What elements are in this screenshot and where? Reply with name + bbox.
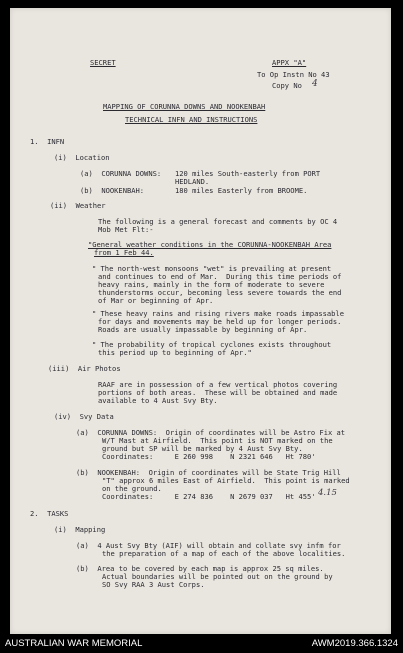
archive-footer <box>0 634 403 653</box>
document-title: MAPPING OF CORUNNA DOWNS AND NOOKENBAH <box>103 102 266 111</box>
subsection-svy-data: (iv) Svy Data <box>54 412 114 421</box>
mapping-b-l3: SO Svy RAA 3 Aust Corps. <box>102 580 205 589</box>
weather-paragraph-1: " The north-west monsoons "wet" is prevailing at present <box>92 264 332 273</box>
handwritten-height-note: 4.15 <box>318 488 337 498</box>
location-a-text-cont: HEDLAND. <box>175 177 210 186</box>
svy-data-a-l3: ground but SP will be marked by 4 Aust Svy Bty. <box>102 444 303 453</box>
copy-number-label: Copy No <box>272 81 302 90</box>
subsection-weather: (ii) Weather <box>50 201 106 210</box>
weather-quote-heading-cont: from 1 Feb 44. <box>94 248 154 257</box>
svy-data-a-coordinates: Coordinates: E 260 998 N 2321 646 Ht 780' <box>102 452 316 461</box>
document-subtitle: TECHNICAL INFN AND INSTRUCTIONS <box>125 115 258 124</box>
classification-marking: SECRET <box>90 58 116 67</box>
mapping-a-l2: the preparation of a map of each of the above localities. <box>102 549 346 558</box>
weather-paragraph-3: " The probability of tropical cyclones exists throughout <box>92 340 332 349</box>
svy-data-b: (b) NOOKENBAH: Origin of coordinates will be State Trig Hill <box>76 468 341 477</box>
weather-paragraph-1-l2: and continues to end of Mar. During this time periods of <box>98 272 342 281</box>
mapping-b-l2: Actual boundaries will be pointed out on the ground by <box>102 572 333 581</box>
section-1-heading: 1. INFN <box>30 137 65 146</box>
location-a-text: 120 miles South-easterly from PORT <box>175 169 321 178</box>
weather-paragraph-2-l2: for days and movements may be held up for longer periods. <box>98 317 342 326</box>
weather-paragraph-1-l4: thunderstorms occur, becoming less severe towards the end <box>98 288 342 297</box>
svy-data-b-l3: on the ground. <box>102 484 162 493</box>
subsection-location: (i) Location <box>54 153 110 162</box>
weather-paragraph-1-l5: of Mar or beginning of Apr. <box>98 296 214 305</box>
location-b-label: (b) NOOKENBAH: <box>80 186 145 195</box>
weather-paragraph-1-l3: heavy rains, mainly in the form of moderate to severe <box>98 280 325 289</box>
mapping-a: (a) 4 Aust Svy Bty (AIF) will obtain and collate svy infm for <box>76 541 341 550</box>
location-a-label: (a) CORUNNA DOWNS: <box>80 169 162 178</box>
svy-data-a-l2: W/T Mast at Airfield. This point is NOT marked on the <box>102 436 333 445</box>
op-instruction-ref: To Op Instn No 43 <box>257 70 330 79</box>
svy-data-b-l2: "T" approx 6 miles East of Airfield. This point is marked <box>102 476 350 485</box>
weather-quote-heading: "General weather conditions in the CORUNNA-NOOKENBAH Area <box>88 240 332 249</box>
weather-intro: The following is a general forecast and comments by OC 4 <box>98 217 338 226</box>
weather-intro-cont: Mob Met Flt:- <box>98 225 154 234</box>
air-photos-text-l2: portions of both areas. These will be obtained and made <box>98 388 338 397</box>
appendix-label: APPX "A" <box>272 58 307 67</box>
weather-paragraph-2-l3: Roads are usually impassable by beginning of Apr. <box>98 325 308 334</box>
mapping-b: (b) Area to be covered by each map is approx 25 sq miles. <box>76 564 324 573</box>
subsection-air-photos: (iii) Air Photos <box>48 364 121 373</box>
footer-accession-number: AWM2019.366.1324 <box>311 638 398 649</box>
svy-data-b-coordinates: Coordinates: E 274 836 N 2679 037 Ht 455' <box>102 492 316 501</box>
air-photos-text: RAAF are in possession of a few vertical photos covering <box>98 380 338 389</box>
footer-institution: AUSTRALIAN WAR MEMORIAL <box>5 638 143 649</box>
subsection-mapping: (i) Mapping <box>54 525 106 534</box>
document-page <box>10 8 391 634</box>
weather-paragraph-2: " These heavy rains and rising rivers make roads impassable <box>92 309 344 318</box>
svy-data-a: (a) CORUNNA DOWNS: Origin of coordinates will be Astro Fix at <box>76 428 346 437</box>
air-photos-text-l3: available to 4 Aust Svy Bty. <box>98 396 218 405</box>
section-2-heading: 2. TASKS <box>30 509 69 518</box>
weather-paragraph-3-l2: this period up to beginning of Apr." <box>98 348 252 357</box>
location-b-text: 180 miles Easterly from BROOME. <box>175 186 308 195</box>
copy-number-handwritten: 4 <box>312 79 318 89</box>
